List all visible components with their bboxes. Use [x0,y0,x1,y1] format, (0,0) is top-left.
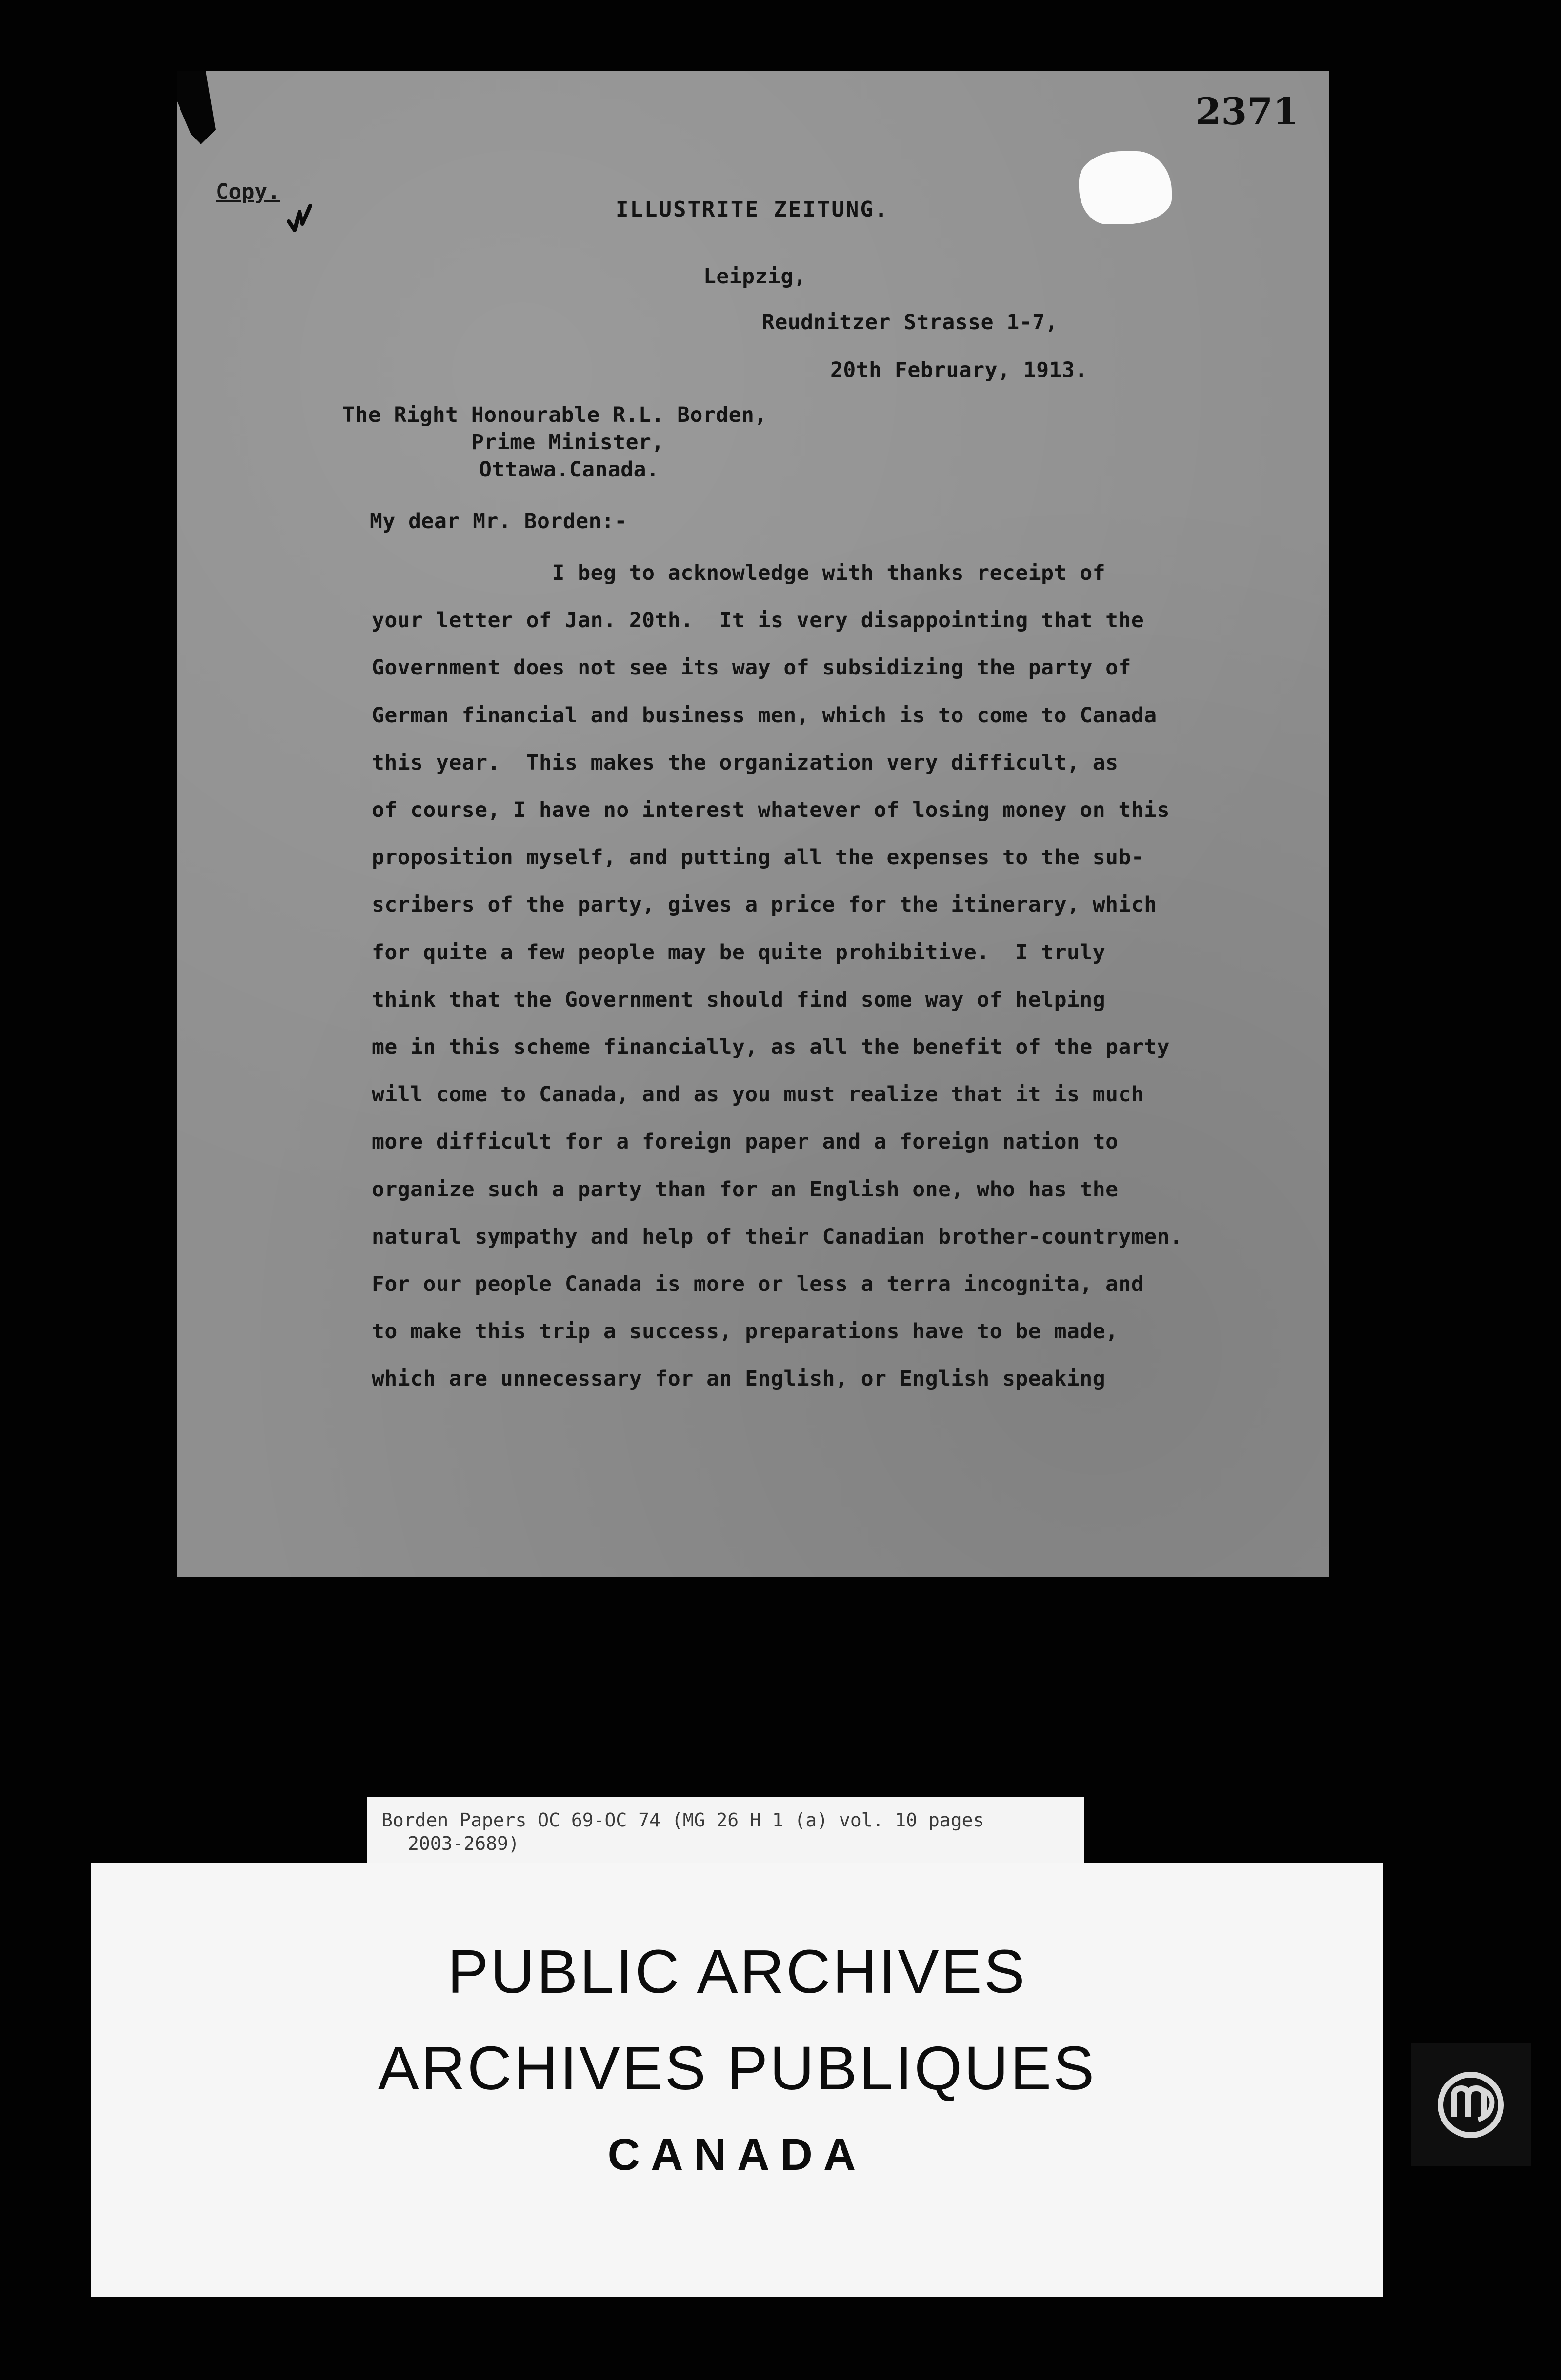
recipient-name: The Right Honourable R.L. Borden, [342,403,767,427]
recipient-location: Ottawa.Canada. [479,457,660,482]
sender-street: Reudnitzer Strasse 1-7, [762,310,1058,335]
letter-body-line: this year. This makes the organization very difficult, as [372,751,1119,775]
archive-reference-label [367,1797,1084,1865]
letter-body-line: scribers of the party, gives a price for the itinerary, which [372,892,1157,917]
handwritten-check-mark-icon [285,202,314,236]
letter-body-line: proposition myself, and putting all the expenses to the sub- [372,845,1144,870]
page-number: 2371 [1195,90,1299,133]
letter-body-line: For our people Canada is more or less a terra incognita, and [372,1272,1144,1296]
archive-card-title-en: PUBLIC ARCHIVES [447,1937,1027,2006]
letter-body-line: of course, I have no interest whatever of losing money on this [372,798,1170,822]
letter-body-line: to make this trip a success, preparations have to be made, [372,1319,1119,1344]
archive-card-country: CANADA [607,2130,867,2180]
torn-paper-patch [1079,151,1172,224]
salutation: My dear Mr. Borden:- [370,509,627,534]
recipient-title: Prime Minister, [471,430,664,455]
document-page [177,71,1329,1577]
letter-date: 20th February, 1913. [830,358,1088,382]
letter-body-line: I beg to acknowledge with thanks receipt of [372,561,1106,585]
letter-body-line: Government does not see its way of subsidizing the party of [372,655,1131,680]
copy-label: Copy. [216,179,280,204]
letter-body-line: natural sympathy and help of their Canadian brother-countrymen. [372,1225,1183,1249]
sender-city: Leipzig, [703,264,807,289]
letter-body-line: your letter of Jan. 20th. It is very disappointing that the [372,608,1144,633]
archive-reference-line: Borden Papers OC 69-OC 74 (MG 26 H 1 (a) vol. 10 pages [381,1809,984,1831]
letter-body-line: more difficult for a foreign paper and a foreign nation to [372,1130,1119,1154]
page-corner-tab [177,71,216,149]
letter-body-line: which are unnecessary for an English, or English speaking [372,1367,1106,1391]
archive-card [91,1863,1383,2297]
letter-body-line: German financial and business men, which is to come to Canada [372,703,1157,728]
letter-body-line: will come to Canada, and as you must realize that it is much [372,1082,1144,1107]
letter-body-line: organize such a party than for an English one, who has the [372,1177,1119,1202]
letterhead: ILLUSTRITE ZEITUNG. [616,197,889,222]
archives-canada-logo-icon [1411,2043,1531,2166]
archive-reference-line: 2003-2689) [408,1833,520,1854]
letter-body-line: think that the Government should find some way of helping [372,988,1106,1012]
archive-card-title-fr: ARCHIVES PUBLIQUES [378,2034,1097,2102]
letter-body-line: me in this scheme financially, as all the benefit of the party [372,1035,1170,1059]
letter-body-line: for quite a few people may be quite prohibitive. I truly [372,940,1106,965]
